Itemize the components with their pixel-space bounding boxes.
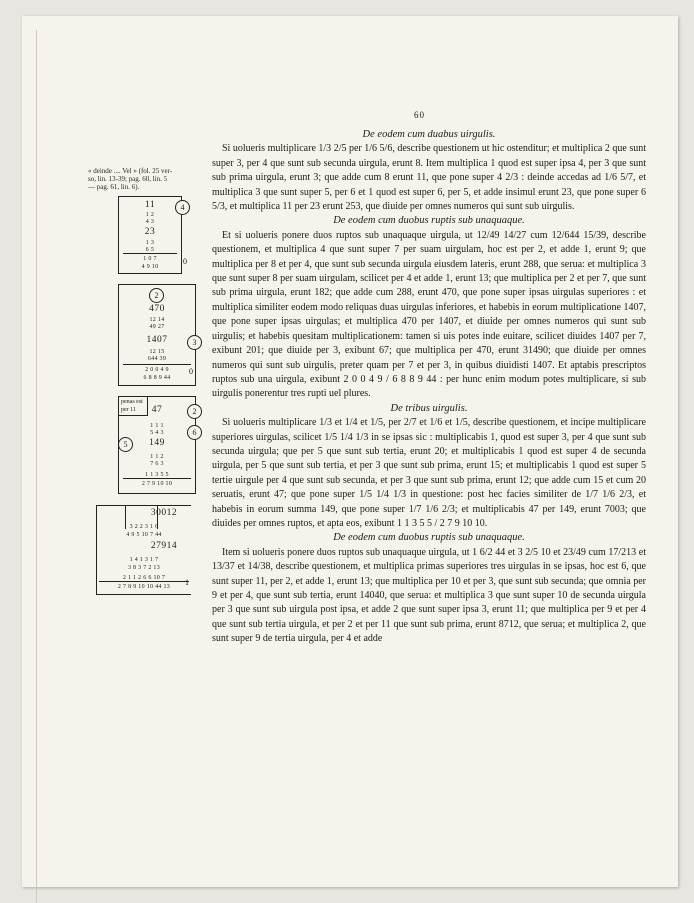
section-heading: De eodem cum duobus ruptis sub unaquaque. <box>333 215 525 227</box>
page-number: 60 <box>414 110 425 120</box>
paragraph: Item si uolueris ponere duos ruptos sub unaquaque uirgula, ut 1 6/2 44 et 3 2/5 10 et 23/49 cum 17/213 et 13/37 et 14/38, describe questionem, et multiplica primas superiores tres uirgulas in se ipsas, hoc est 6, que sunt super 11, per 2, et adde 1, erunt 13; que multiplica per 10 et per 3, que sunt sub secunda; que omnia per 9 et per 4, que sunt sub tertia, erunt 14040, que serua: et multiplica 3 que sunt super 10 de secunda uirgula per 3 que sunt sub uirgula post ipsa, et adde 2 que sunt super ipsa 3, erunt 11; que multiplica per 9 et per 4 que sunt sub tertia uirgula, et per 2 et per 11 que sunt sub prima, erunt 8712, que serua; et multiplica 2, que sunt super 9 de tertia uirgula, per 4 et adde <box>212 546 646 645</box>
margin-note-line: — pag. 61, lin. 6). <box>88 183 140 191</box>
figure-3-circle-right: 6 <box>187 425 202 440</box>
figure-4-row: 4 9 5 10 7 44 <box>126 532 162 538</box>
figure-2-row: 49 27 <box>149 324 165 330</box>
section-heading: De eodem cum duobus ruptis sub unaquaque. <box>333 532 525 544</box>
figure-1-row: 4 9 10 <box>141 264 159 270</box>
figure-2-row: 12 14 <box>149 317 165 323</box>
figure-1-rule <box>123 253 177 254</box>
figure-1-side: 0 <box>183 257 187 266</box>
paragraph: Si uolueris multiplicare 1/3 et 1/4 et 1/5, per 2/7 et 1/6 et 1/5, describe questionem, et incipe multiplicare superiores uirgulas, scilicet 1/5 1/4 1/3 in se ipsas sic : multiplicabis 1, quod est super 3, per 4 que sunt sub secunda uirgula; que per 5 que sunt sub tertia, erunt 20; et multiplicabis 1 quod est super 4 de secunda uirgula, per 5 que sunt sub tertia, et per 3 que sunt sub prima, erunt 15; et multiplicabis 1 quod est super 5 tertie uirgule per 4 que sunt sub secunda, et per 3 que sunt sub prima, erunt 12; que adde cum 15 et cum 20 seruatis, erunt 47; que pone super 1/5 1/4 1/3 in questione: post hec facies similiter de 1/7 1/6 2/3, et habebis in eorum summa 149, que pone super 1/7 1/6 2/3; et multiplicabis 47 per 149, erunt 7003; que diuides per omnes ruptos, et apta eos, exibunt 1 1 3 5 5 / 2 7 9 10 10. <box>212 417 646 529</box>
figure-1-row: 1 3 <box>145 240 155 246</box>
main-text <box>212 128 646 647</box>
figure-2-circle-right: 3 <box>187 335 202 350</box>
figure-3-rule <box>123 478 191 479</box>
figure-2-row: 644 39 <box>147 356 167 362</box>
figure-2-row: 2 0 0 4 9 <box>145 367 169 373</box>
figure-3-row: 47 <box>151 405 163 415</box>
figure-1-row: 4 3 <box>145 219 155 225</box>
figure-3-row: 1 1 1 <box>150 423 164 429</box>
figure-1-row: 1 0 7 <box>143 256 157 262</box>
figure-3-row: 1 1 3 5 5 <box>145 472 169 478</box>
figure-3 <box>118 396 196 494</box>
figure-3-row: 2 7 9 10 10 <box>141 481 173 487</box>
figure-4-row: 3 2 2 3 1 6 <box>129 524 159 530</box>
figure-3-circle-tr: 2 <box>187 404 202 419</box>
figure-3-circle-left: 5 <box>118 437 133 452</box>
figure-2-rule <box>123 364 191 365</box>
figure-2-row: 12 15 <box>149 349 165 355</box>
margin-note-line: so, lin. 13-39; pag. 60, lin. 5 <box>88 175 168 183</box>
figure-4-rule <box>99 581 189 582</box>
figure-2-row: 1407 <box>146 335 168 345</box>
figure-4-side: 1 <box>185 578 189 587</box>
figure-3-row: 1 1 2 <box>150 454 164 460</box>
figure-4-row: 30012 <box>150 508 178 518</box>
section-heading: De tribus uirgulis. <box>390 402 468 414</box>
figure-4-row: 2 1 1 2 6 6 10 7 <box>122 575 166 581</box>
figure-4-row: 27914 <box>150 541 178 551</box>
figure-4-row: 1 4 1 3 1 7 <box>129 557 159 563</box>
figure-1 <box>118 196 187 274</box>
section-heading: De eodem cum duabus uirgulis. <box>362 129 496 140</box>
figure-4-row: 3 8 3 7 2 13 <box>127 565 161 571</box>
figure-2 <box>118 284 196 386</box>
figure-3-row: 5 4 3 <box>150 430 164 436</box>
figure-2-side: 0 <box>189 367 193 376</box>
figure-1-row: 11 <box>144 200 156 210</box>
margin-note <box>88 167 208 191</box>
figure-2-row: 6 8 8 9 44 <box>143 375 171 381</box>
figure-1-circle: 4 <box>175 200 190 215</box>
paragraph: Si uolueris multiplicare 1/3 2/5 per 1/6 5/6, describe questionem ut hic ostenditur; et multiplica 2 que sunt super 3, per 4 que sunt sub secunda uirgula, erunt 8. Item multiplica 1 quod est super ipsa 4, per 3 que sunt sub prima uirgula, erunt 3; que adde cum 8 erunt 11, que pone super 4 2/3 : deinde accedas ad 1/6 5/7, et multiplica 3 que sunt super 5, per 6 et 1 quod est super 6, per 5, et adde insimul erunt 23, que pone super 6 5/3, et multiplica 11 per 23 erunt 253, que diuide per omnes numeros qui sunt sub uirgulis. <box>212 143 646 213</box>
figure-1-row: 6 5 <box>145 247 155 253</box>
margin-note-line: « deinde .... Vel » (fol. 25 ver- <box>88 167 173 175</box>
paragraph: Et si uolueris ponere duos ruptos sub unaquaque uirgula, ut 12/49 14/27 cum 12/644 15/39, describe questionem, et multiplica 4 que sunt super 7 per suam uirgulam, hoc est per 2, et adde 1, erunt 9; que multiplica per 8 et per 4, que sunt sub secunda uirgula eiusdem lateris, erunt 288, que serua: et multiplica 3 que sunt super 8 per suam uirgulam, scilicet per 4 et adde 1, erunt 13; que multiplica per 2 et per 7, que sunt sub prima uirgula, erunt 182; que adde cum 288, erunt 470, que pone super ipsas uirgulas superiores : et multiplica similiter eodem modo reliquas duas uirgulas inferiores, et habebis in eorum multiplicatione 1407, que pone super ipsas uirgulas; et multiplica 470 per 1407, et diuide per omnes numeros qui sunt sub uirgulis; et habebis quesitam multiplicationem: tamen si uis potes inde euitare, scilicet diuides 1407 per 7, exibunt 201; que diuide per 3, exibunt 67; que multiplica per 470, erunt 31490; que diuide per omnes numeros qui sunt sub uirgulis, preter quam per 7 et per 3, in quibus diuidisti 1407. Et aptabis prescriptos ruptos sub una uirgula, exibunt 2 0 0 4 9 / 6 8 8 9 44 : per hunc enim modum potes multiplicare, si sub uirgulis ponerentur tres rupti uel plures. <box>212 229 646 400</box>
figure-4 <box>96 505 191 595</box>
figure-2-circle-top: 2 <box>149 288 164 303</box>
figure-3-row: 149 <box>149 438 165 448</box>
figure-4-row: 2 7 8 9 10 10 44 13 <box>117 584 171 590</box>
figure-3-row: 7 6 3 <box>150 461 164 467</box>
figure-1-row: 1 2 <box>145 212 155 218</box>
figure-1-row: 23 <box>144 227 156 237</box>
figure-2-row: 470 <box>149 304 165 314</box>
figure-3-tag: penas est per 11 <box>118 396 148 416</box>
